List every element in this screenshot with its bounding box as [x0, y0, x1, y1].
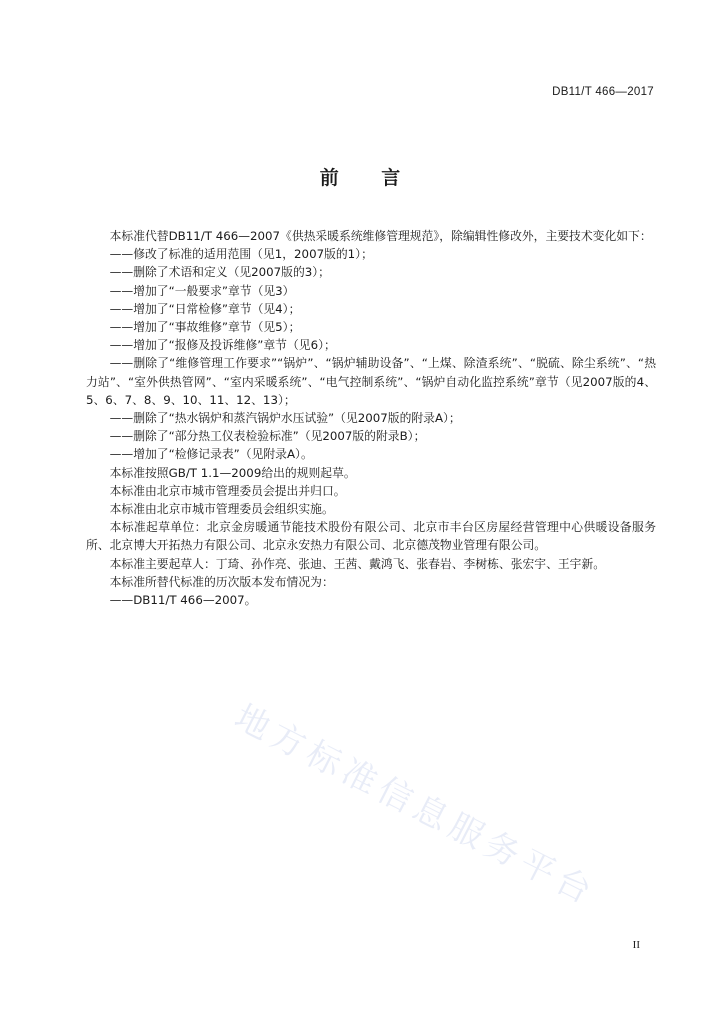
paragraph: 本标准代替DB11/T 466—2007《供热采暖系统维修管理规范》，除编辑性修改外，主要技术变化如下：: [109, 229, 652, 243]
list-item: ——DB11/T 466—2007。: [109, 593, 257, 608]
page-number: II: [632, 939, 640, 951]
list-item: ——增加了“检修记录表”（见附录A）。: [109, 447, 313, 462]
paragraph: 本标准由北京市城市管理委员会提出并归口。: [109, 483, 346, 498]
list-item: ——增加了“报修及投诉维修”章节（见6）；: [109, 338, 336, 353]
list-item: ——删除了术语和定义（见2007版的3）；: [109, 265, 330, 280]
document-code: DB11/T 466—2017: [552, 86, 654, 98]
paragraph: 本标准主要起草人：丁琦、孙作亮、张迪、王茜、戴鸿飞、张春岩、李树栋、张宏宇、王宇新。: [109, 556, 606, 571]
paragraph: 本标准由北京市城市管理委员会组织实施。: [109, 502, 334, 517]
foreword-body: [86, 227, 656, 609]
list-item: ——删除了“维修管理工作要求”“锅炉”、“锅炉辅助设备”、“上煤、除渣系统”、“脱硫、除尘系统”、“热力站”、“室外供热管网”、“室内采暖系统”、“电气控制系统”、“锅炉自动化监控系统”章节（见2007版的4、5、6、7、8、9、10、11、12、13）；: [86, 356, 656, 407]
list-item: ——增加了“一般要求”章节（见3）: [109, 283, 295, 298]
paragraph: 本标准起草单位：北京金房暖通节能技术股份有限公司、北京市丰台区房屋经营管理中心供暖设备服务所、北京博大开拓热力有限公司、北京永安热力有限公司、北京德茂物业管理有限公司。: [86, 520, 656, 553]
list-item: ——删除了“部分热工仪表检验标准”（见2007版的附录B）；: [109, 429, 426, 444]
list-item: ——增加了“事故维修”章节（见5）；: [109, 320, 301, 335]
paragraph: 本标准按照GB/T 1.1—2009给出的规则起草。: [109, 465, 356, 480]
list-item: ——修改了标准的适用范围（见1，2007版的1）；: [109, 247, 373, 262]
list-item: ——增加了“日常检修”章节（见4）；: [109, 301, 301, 316]
page-title: 前 言: [319, 167, 419, 189]
paragraph: 本标准所替代标准的历次版本发布情况为：: [109, 574, 334, 589]
list-item: ——删除了“热水锅炉和蒸汽锅炉水压试验”（见2007版的附录A）；: [109, 411, 461, 426]
watermark: 地方标准信息服务平台: [228, 697, 603, 915]
